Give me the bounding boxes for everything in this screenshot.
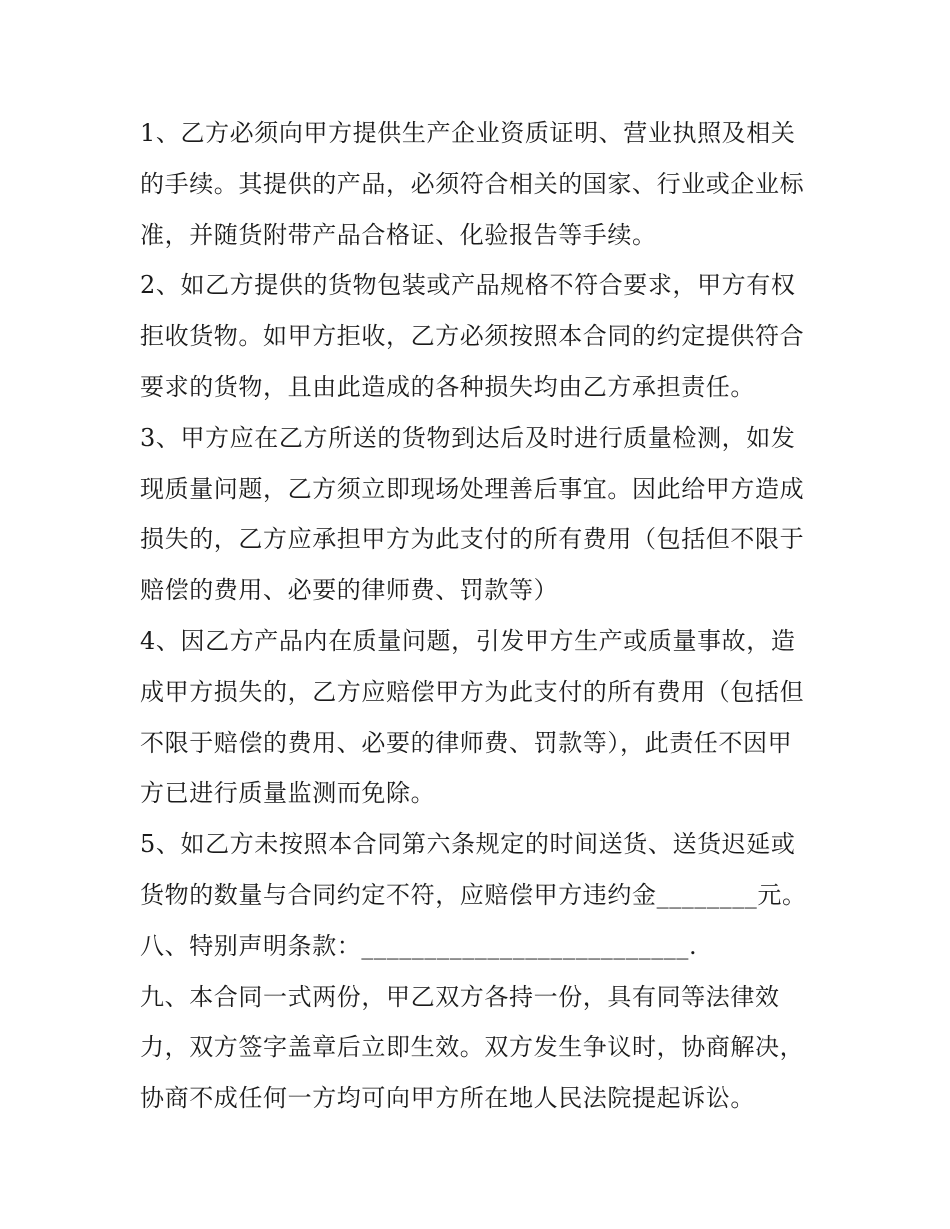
document-body [140,108,820,1124]
clause-4-line-3: 不限于赔偿的费用、必要的律师费、罚款等），此责任不因甲 [140,728,793,757]
clause-1-line-1: 1、乙方必须向甲方提供生产企业资质证明、营业执照及相关 [140,119,796,147]
clause-3-line-3: 损失的，乙方应承担甲方为此支付的所有费用（包括但不限于 [140,525,805,554]
clause-1-line-3: 准，并随货附带产品合格证、化验报告等手续。 [140,220,657,249]
clause-5-line-1: 5、如乙方未按照本合同第六条规定的时间送货、送货迟延或 [140,830,796,859]
clause-2-line-1: 2、如乙方提供的货物包装或产品规格不符合要求，甲方有权 [140,271,796,300]
clause-3-line-4: 赔偿的费用、必要的律师费、罚款等） [140,576,559,605]
clause-1-line-2: 的手续。其提供的产品，必须符合相关的国家、行业或企业标 [140,169,805,198]
clause-4-line-1: 4、因乙方产品内在质量问题，引发甲方生产或质量事故，造 [140,626,796,655]
clause-3-line-2: 现质量问题，乙方须立即现场处理善后事宜。因此给甲方造成 [140,474,805,503]
section-9-line-1: 九、本合同一式两份，甲乙双方各持一份，具有同等法律效 [140,982,780,1011]
clause-2-line-2: 拒收货物。如甲方拒收，乙方必须按照本合同的约定提供符合 [140,322,805,351]
section-9-line-2: 力，双方签字盖章后立即生效。双方发生争议时，协商解决， [140,1033,805,1062]
section-9-line-3: 协商不成任何一方均可向甲方所在地人民法院提起诉讼。 [140,1084,755,1113]
clause-2-line-3: 要求的货物，且由此造成的各种损失均由乙方承担责任。 [140,372,755,401]
clause-5-line-2: 货物的数量与合同约定不符，应赔偿甲方违约金________元。 [140,880,807,909]
clause-3-line-1: 3、甲方应在乙方所送的货物到达后及时进行质量检测，如发 [140,423,796,452]
clause-4-line-2: 成甲方损失的，乙方应赔偿甲方为此支付的所有费用（包括但 [140,677,805,706]
clause-4-line-4: 方已进行质量监测而免除。 [140,779,436,808]
section-8-special-terms: 八、特别声明条款：__________________________. [140,931,698,960]
